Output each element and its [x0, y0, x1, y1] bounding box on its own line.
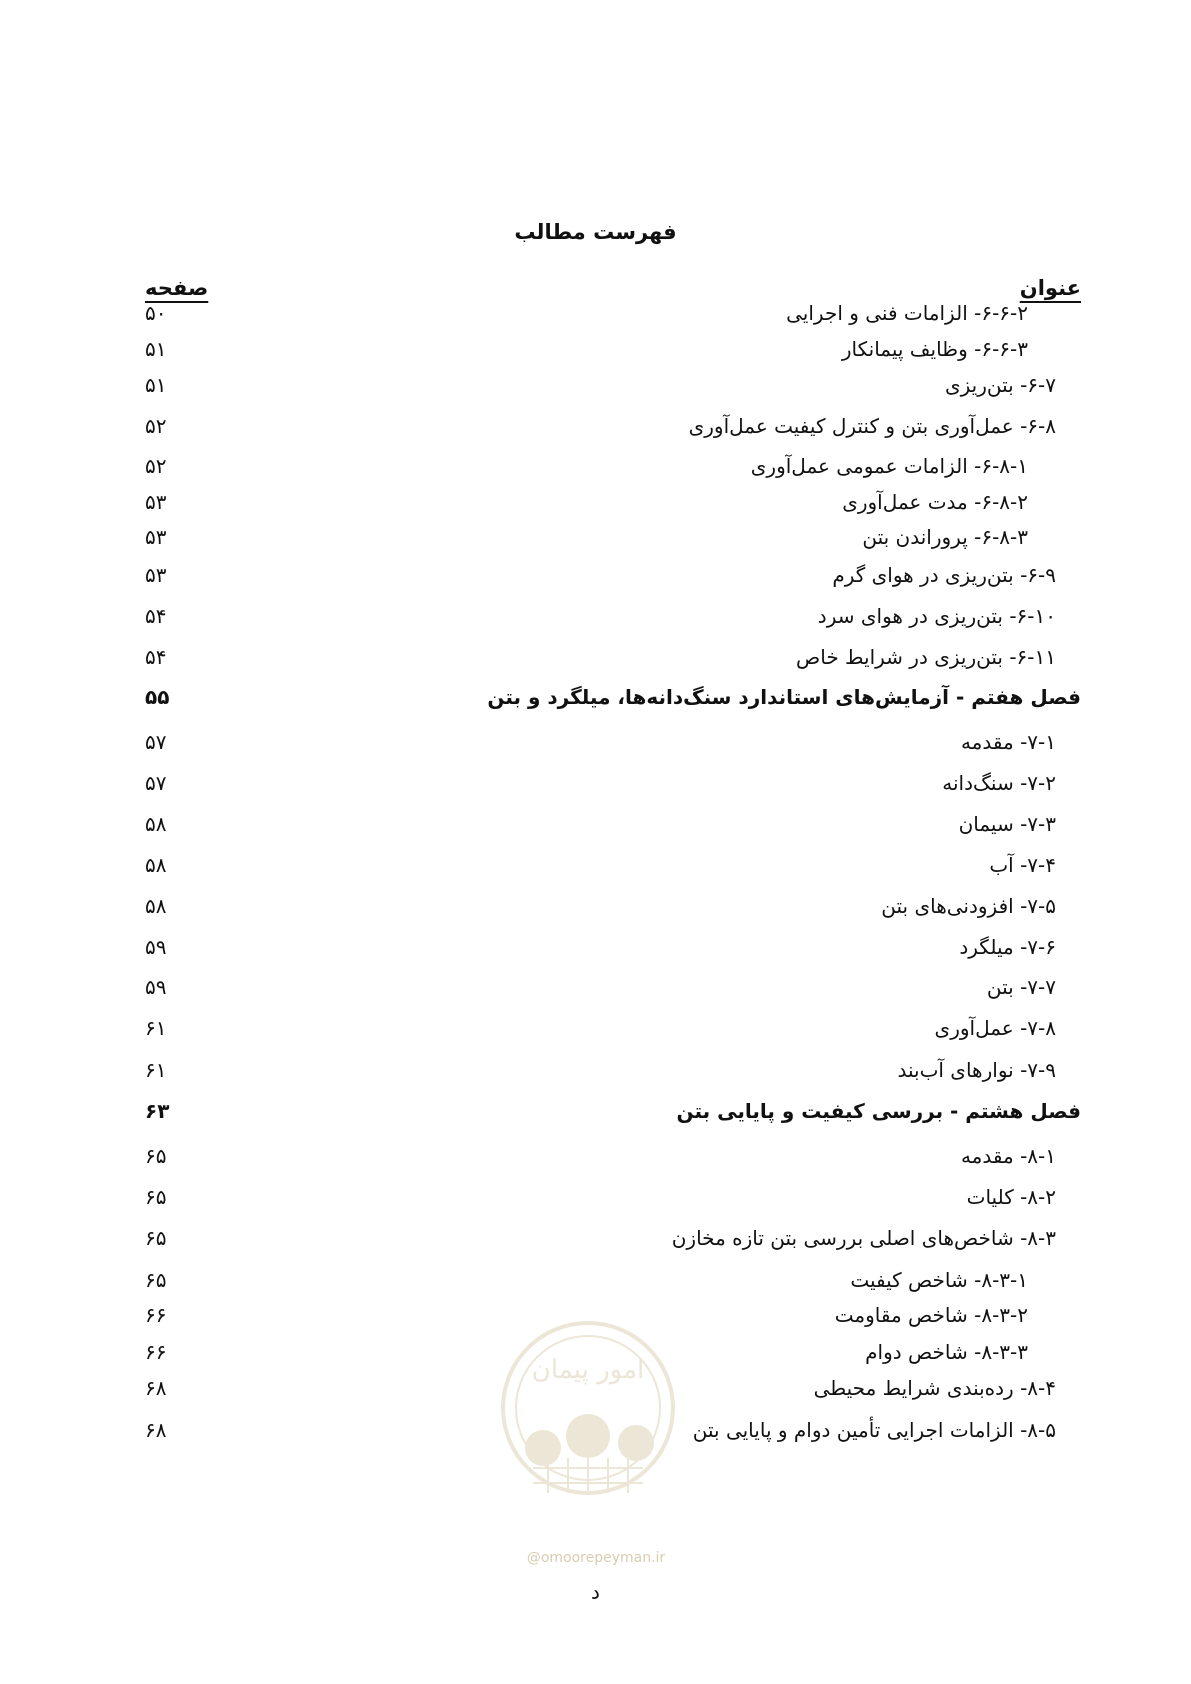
toc-entry-page: ۵۸ [145, 894, 167, 918]
toc-row [0, 972, 1191, 1002]
toc-entry-title: ۷-۱- مقدمه [960, 730, 1056, 754]
toc-row [0, 411, 1191, 441]
toc-entry-page: ۵۱ [145, 373, 167, 397]
toc-row [0, 601, 1191, 631]
toc-entry-page: ۵۳ [145, 490, 167, 514]
toc-entry-title: ۸-۱- مقدمه [960, 1144, 1056, 1168]
toc-entry-page: ۵۷ [145, 771, 167, 795]
toc-entry-title: ۶-۱۰- بتن‌ریزی در هوای سرد [817, 604, 1056, 628]
page-number-footer: د [591, 1580, 600, 1604]
toc-row [0, 768, 1191, 798]
toc-entry-page: ۶۸ [145, 1418, 167, 1442]
toc-row [0, 1415, 1191, 1445]
toc-entry-title: فصل هشتم - بررسی کیفیت و پایایی بتن [676, 1099, 1081, 1123]
toc-entry-page: ۶۶ [145, 1340, 167, 1364]
toc-entry-title: ۶-۸-۲- مدت عمل‌آوری [842, 490, 1028, 514]
toc-row [0, 451, 1191, 481]
toc-entry-title: ۸-۲- کلیات [966, 1185, 1056, 1209]
toc-entry-page: ۵۳ [145, 563, 167, 587]
toc-entry-title: ۷-۲- سنگ‌دانه [942, 771, 1056, 795]
toc-entry-page: ۵۸ [145, 812, 167, 836]
toc-entry-page: ۵۴ [145, 645, 167, 669]
toc-entry-title: ۶-۸-۳- پروراندن بتن [862, 525, 1028, 549]
page-title: فهرست مطالب [514, 220, 677, 244]
toc-chapter-row [0, 1096, 1191, 1126]
toc-entry-title: ۷-۶- میلگرد [959, 935, 1056, 959]
toc-entry-page: ۶۸ [145, 1376, 167, 1400]
toc-row [0, 522, 1191, 552]
toc-row [0, 1265, 1191, 1295]
toc-entry-title: ۶-۶-۳- وظایف پیمانکار [841, 337, 1028, 361]
toc-row [0, 727, 1191, 757]
toc-entry-page: ۵۳ [145, 525, 167, 549]
toc-entry-page: ۶۵ [145, 1268, 167, 1292]
toc-entry-title: ۶-۸- عمل‌آوری بتن و کنترل کیفیت عمل‌آوری [688, 414, 1056, 438]
toc-row [0, 1141, 1191, 1171]
toc-entry-title: ۸-۳-۲- شاخص مقاومت [834, 1303, 1028, 1327]
toc-row [0, 1013, 1191, 1043]
toc-row [0, 298, 1191, 328]
toc-entry-title: ۶-۹- بتن‌ریزی در هوای گرم [832, 563, 1056, 587]
toc-entry-title: ۷-۴- آب [989, 853, 1056, 877]
toc-entry-page: ۶۳ [145, 1099, 170, 1123]
toc-row [0, 932, 1191, 962]
toc-entry-page: ۵۷ [145, 730, 167, 754]
toc-entry-page: ۵۰ [145, 301, 167, 325]
toc-entry-page: ۵۲ [145, 454, 167, 478]
toc-entry-page: ۶۱ [145, 1058, 167, 1082]
toc-entry-title: ۸-۳- شاخص‌های اصلی بررسی بتن تازه مخازن [671, 1226, 1056, 1250]
toc-entry-title: ۷-۵- افزودنی‌های بتن [881, 894, 1056, 918]
toc-row [0, 642, 1191, 672]
column-header-title: عنوان [1019, 276, 1081, 300]
toc-entry-page: ۶۵ [145, 1185, 167, 1209]
toc-entry-title: ۸-۳-۱- شاخص کیفیت [850, 1268, 1028, 1292]
toc-row [0, 370, 1191, 400]
toc-entry-title: ۶-۷- بتن‌ریزی [944, 373, 1056, 397]
toc-row [0, 850, 1191, 880]
toc-entry-title: فصل هفتم - آزمایش‌های استاندارد سنگ‌دانه‌ها، میلگرد و بتن [487, 685, 1081, 709]
toc-entry-page: ۵۹ [145, 975, 167, 999]
watermark-url: @omoorepeyman.ir [526, 1550, 666, 1566]
toc-entry-title: ۸-۵- الزامات اجرایی تأمین دوام و پایایی بتن [692, 1418, 1056, 1442]
toc-entry-title: ۷-۸- عمل‌آوری [934, 1016, 1056, 1040]
toc-row [0, 1055, 1191, 1085]
toc-row [0, 1300, 1191, 1330]
toc-chapter-row [0, 682, 1191, 712]
toc-entry-page: ۶۵ [145, 1144, 167, 1168]
toc-row [0, 809, 1191, 839]
toc-row [0, 891, 1191, 921]
toc-entry-title: ۶-۶-۲- الزامات فنی و اجرایی [786, 301, 1028, 325]
toc-row [0, 1373, 1191, 1403]
toc-entry-title: ۸-۳-۳- شاخص دوام [865, 1340, 1028, 1364]
toc-row [0, 1182, 1191, 1212]
toc-entry-title: ۷-۷- بتن [986, 975, 1056, 999]
watermark-logo-text: امور پیمان [531, 1355, 645, 1385]
column-header-page: صفحه [145, 276, 209, 300]
toc-entry-title: ۷-۹- نوارهای آب‌بند [897, 1058, 1056, 1082]
toc-entry-page: ۵۱ [145, 337, 167, 361]
toc-entry-title: ۶-۱۱- بتن‌ریزی در شرایط خاص [796, 645, 1056, 669]
toc-entry-page: ۵۵ [145, 685, 170, 709]
toc-entry-title: ۶-۸-۱- الزامات عمومی عمل‌آوری [750, 454, 1028, 478]
toc-entry-title: ۷-۳- سیمان [958, 812, 1056, 836]
toc-row [0, 487, 1191, 517]
toc-entry-page: ۵۹ [145, 935, 167, 959]
toc-entry-page: ۵۴ [145, 604, 167, 628]
toc-row [0, 560, 1191, 590]
toc-row [0, 1337, 1191, 1367]
toc-entry-page: ۶۱ [145, 1016, 167, 1040]
toc-entry-page: ۵۲ [145, 414, 167, 438]
toc-entry-page: ۶۶ [145, 1303, 167, 1327]
toc-entry-page: ۵۸ [145, 853, 167, 877]
toc-entry-page: ۶۵ [145, 1226, 167, 1250]
toc-row [0, 1223, 1191, 1253]
toc-row [0, 334, 1191, 364]
toc-entry-title: ۸-۴- رده‌بندی شرایط محیطی [813, 1376, 1056, 1400]
